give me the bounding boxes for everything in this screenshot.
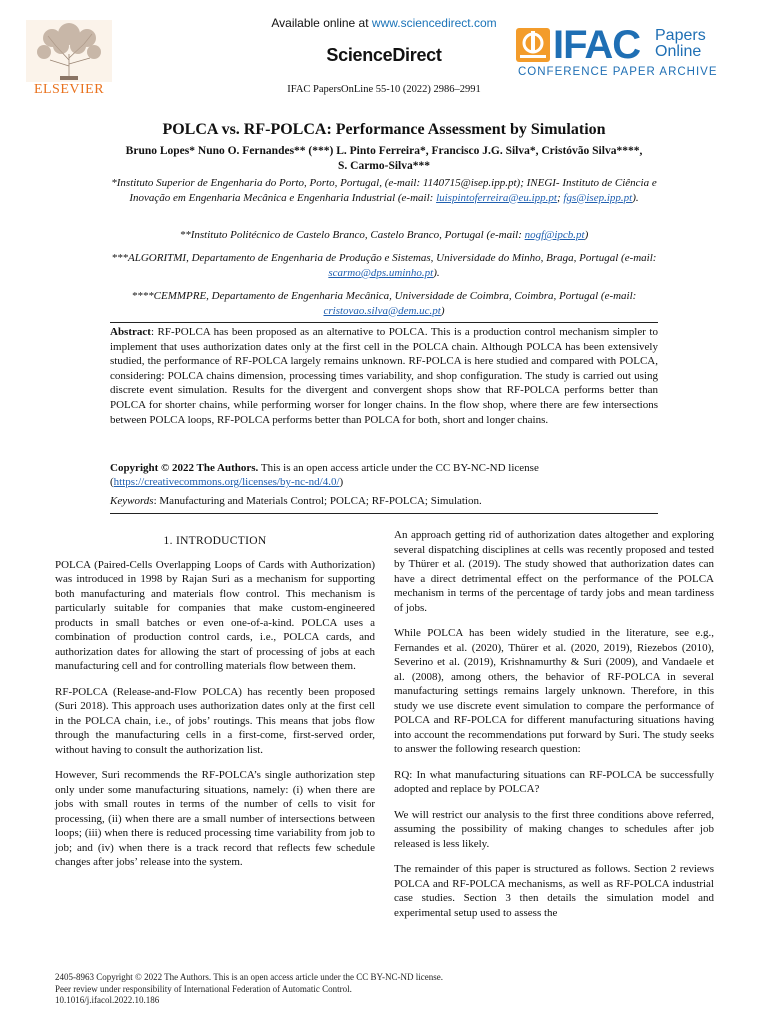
available-online-line bbox=[0, 16, 768, 30]
page-footer bbox=[55, 972, 715, 1007]
paragraph: While POLCA has been widely studied in the literature, see e.g., Fernandes et al. (2020), Thürer et al. (2020, 2019), Riezebos (2010), Severino et al. (2019), Krishnamurthy & Suri (2009), and Vandaele et al. (2008), among others, the behavior of RF-POLCA in several manufacturing settings remains largely unknown. Therefore, in this study we use discrete event simulation to compare the performance of POLCA and RF-POLCA for different manufacturing situations having into account the recommendations put forward by Suri. The study seeks to answer the following research question: bbox=[394, 627, 714, 755]
license-link[interactable]: https://creativecommons.org/licenses/by-nc-nd/4.0/ bbox=[113, 476, 340, 488]
keywords bbox=[110, 493, 658, 514]
affiliation-1-email-2[interactable]: fgs@isep.ipp.pt bbox=[563, 191, 633, 204]
affiliation-1-end: ). bbox=[632, 191, 639, 204]
license-close: ) bbox=[339, 476, 344, 488]
section-heading-introduction: 1. INTRODUCTION bbox=[163, 535, 267, 547]
paragraph: However, Suri recommends the RF-POLCA’s single authorization step only under some manufacturing situations, namely: (i) when there are jobs with small routes in terms of the number of cells to visit for processing, (ii) when there are a small number of intersections between loops; (iii) when there is reduced processing time variability from job to job; and (iv) when there is a track record that reflects few schedule changes after jobs’ release into the system. bbox=[55, 769, 375, 868]
affiliation-1 bbox=[100, 176, 668, 205]
footer-doi: 10.1016/j.ifacol.2022.10.186 bbox=[55, 995, 160, 1005]
left-column bbox=[55, 534, 375, 881]
affiliation-3-end: ). bbox=[433, 266, 440, 279]
elsevier-wordmark: ELSEVIER bbox=[33, 82, 105, 97]
affiliation-3-text: ***ALGORITMI, Departamento de Engenharia de Produção e Sistemas, Universidade do Minho, Braga, Portugal (e-mail: bbox=[111, 252, 657, 264]
affiliation-2 bbox=[100, 228, 668, 243]
available-online-label: Available online at bbox=[271, 16, 372, 30]
affiliation-3 bbox=[100, 251, 668, 280]
paragraph: RF-POLCA (Release-and-Flow POLCA) has recently been proposed (Suri 2018). This approach uses authorization dates only at the first cell in the POLCA chain, i.e., of jobs’ routings. This means that jobs flow through the manufacturing cells in a first-come, first-served order, without having to consult the authorization list. bbox=[55, 685, 375, 756]
journal-reference: IFAC PapersOnLine 55-10 (2022) 2986–2991 bbox=[287, 84, 481, 95]
paragraph: POLCA (Paired-Cells Overlapping Loops of Cards with Authorization) was introduced in 1998 by Rajan Suri as a mechanism for supporting both manufacturing and materials flow control. This mechanism is particularly suitable for companies that make custom-engineered products in small batches or even one-of-a-kind. POLCA uses a combination of production control cards, i.e., POLCA cards, and authorization dates for allowing the start of processing of jobs at each manufacturing cell and for controlling materials flow between them. bbox=[55, 558, 375, 672]
affiliation-1-text: *Instituto Superior de Engenharia do Porto, Porto, Portugal, (e-mail: 1140715@isep.ipp.pt); INEGI- Instituto de Ciência e Inovação em Engenharia Mecânica e Engenharia Industrial (e-mail: bbox=[111, 177, 657, 204]
affiliation-4-email[interactable]: cristovao.silva@dem.uc.pt bbox=[323, 304, 441, 317]
footer-peer-review: Peer review under responsibility of International Federation of Automatic Control. bbox=[55, 983, 352, 994]
affiliation-2-text: **Instituto Politécnico de Castelo Branco, Castelo Branco, Portugal (e-mail: bbox=[179, 229, 525, 241]
paragraph: RQ: In what manufacturing situations can RF-POLCA be successfully adopted and replace by POLCA? bbox=[394, 768, 714, 795]
paragraph: An approach getting rid of authorization dates altogether and exploring several dispatching disciplines at cells was recently proposed and tested by Thürer et al. (2019). The study showed that authorization dates can have a direct detrimental effect on the performance of the POLCA mechanism in terms of the percentage of tardy jobs and mean tardiness of jobs. bbox=[394, 529, 714, 614]
footer-copyright: 2405-8963 Copyright © 2022 The Authors. This is an open access article under the CC BY-NC-ND license. bbox=[55, 972, 443, 982]
abstract-label: Abstract bbox=[110, 326, 151, 338]
ifac-online-label: Online bbox=[655, 43, 702, 60]
sciencedirect-link[interactable]: www.sciencedirect.com bbox=[371, 16, 497, 30]
paragraph: The remainder of this paper is structured as follows. Section 2 reviews POLCA and RF-POLCA mechanisms, as well as RF-POLCA industrial case studies. Section 3 then details the simulation model and experimental setup used to assess the bbox=[394, 863, 714, 919]
paper-title: POLCA vs. RF-POLCA: Performance Assessment by Simulation bbox=[162, 121, 606, 138]
affiliation-2-email[interactable]: nogf@ipcb.pt bbox=[524, 229, 585, 241]
abstract bbox=[110, 322, 658, 427]
affiliation-4-end: ) bbox=[440, 304, 445, 317]
abstract-text: : RF-POLCA has been proposed as an alternative to POLCA. This is a production control mechanism simpler to implement that uses authorization dates only at the first cell in the POLCA chain. Although POLCA has been extensively studied, the performance of RF-POLCA largely remains unknown. RF-POLCA is here studied and compared with POLCA, considering: POLCA chains dimension, processing times variability, and shop configuration. The study is carried out using discrete event simulation. Results for the divergent and convergent shops show that RF-POLCA performs better than POLCA for shorter chains, while performing worser for longer chains. In the flow shop, where there are few intersections between POLCA loops, RF-POLCA performs better than POLCA for both, short and longer chains. bbox=[110, 326, 658, 426]
affiliation-3-email[interactable]: scarmo@dps.uminho.pt bbox=[328, 266, 434, 279]
copyright-label: Copyright © 2022 The Authors. bbox=[110, 462, 259, 474]
ifac-emblem-icon bbox=[516, 28, 550, 62]
paragraph: We will restrict our analysis to the first three conditions above referred, assuming the possibility of making changes to schedules after job released is less likely. bbox=[394, 808, 714, 850]
paper-authors: Bruno Lopes* Nuno O. Fernandes** (***) L. Pinto Ferreira*, Francisco J.G. Silva*, Cristóvão Silva****, S. Carmo-Silva*** bbox=[125, 145, 643, 172]
affiliation-4 bbox=[100, 289, 668, 318]
affiliation-2-end: ) bbox=[584, 229, 589, 241]
ifac-archive-label: CONFERENCE PAPER ARCHIVE bbox=[518, 66, 718, 78]
keywords-text: : Manufacturing and Materials Control; POLCA; RF-POLCA; Simulation. bbox=[153, 495, 482, 507]
affiliation-4-text: ****CEMMPRE, Departamento de Engenharia Mecânica, Universidade de Coimbra, Coimbra, Portugal (e-mail: bbox=[131, 290, 637, 302]
license-open: ( bbox=[110, 476, 114, 488]
right-column bbox=[394, 528, 714, 931]
copyright-notice bbox=[110, 461, 658, 489]
affiliation-1-email-1[interactable]: luispintoferreira@eu.ipp.pt bbox=[436, 191, 557, 204]
keywords-label: Keywords bbox=[110, 495, 154, 507]
copyright-text: This is an open access article under the CC BY-NC-ND license bbox=[258, 462, 539, 474]
ifac-wordmark: IFAC bbox=[553, 23, 641, 67]
affiliation-1-sep: ; bbox=[557, 191, 564, 204]
ifac-papers-online bbox=[655, 28, 706, 60]
ifac-papers-label: Papers bbox=[655, 27, 706, 44]
sciencedirect-wordmark: ScienceDirect bbox=[326, 45, 442, 65]
